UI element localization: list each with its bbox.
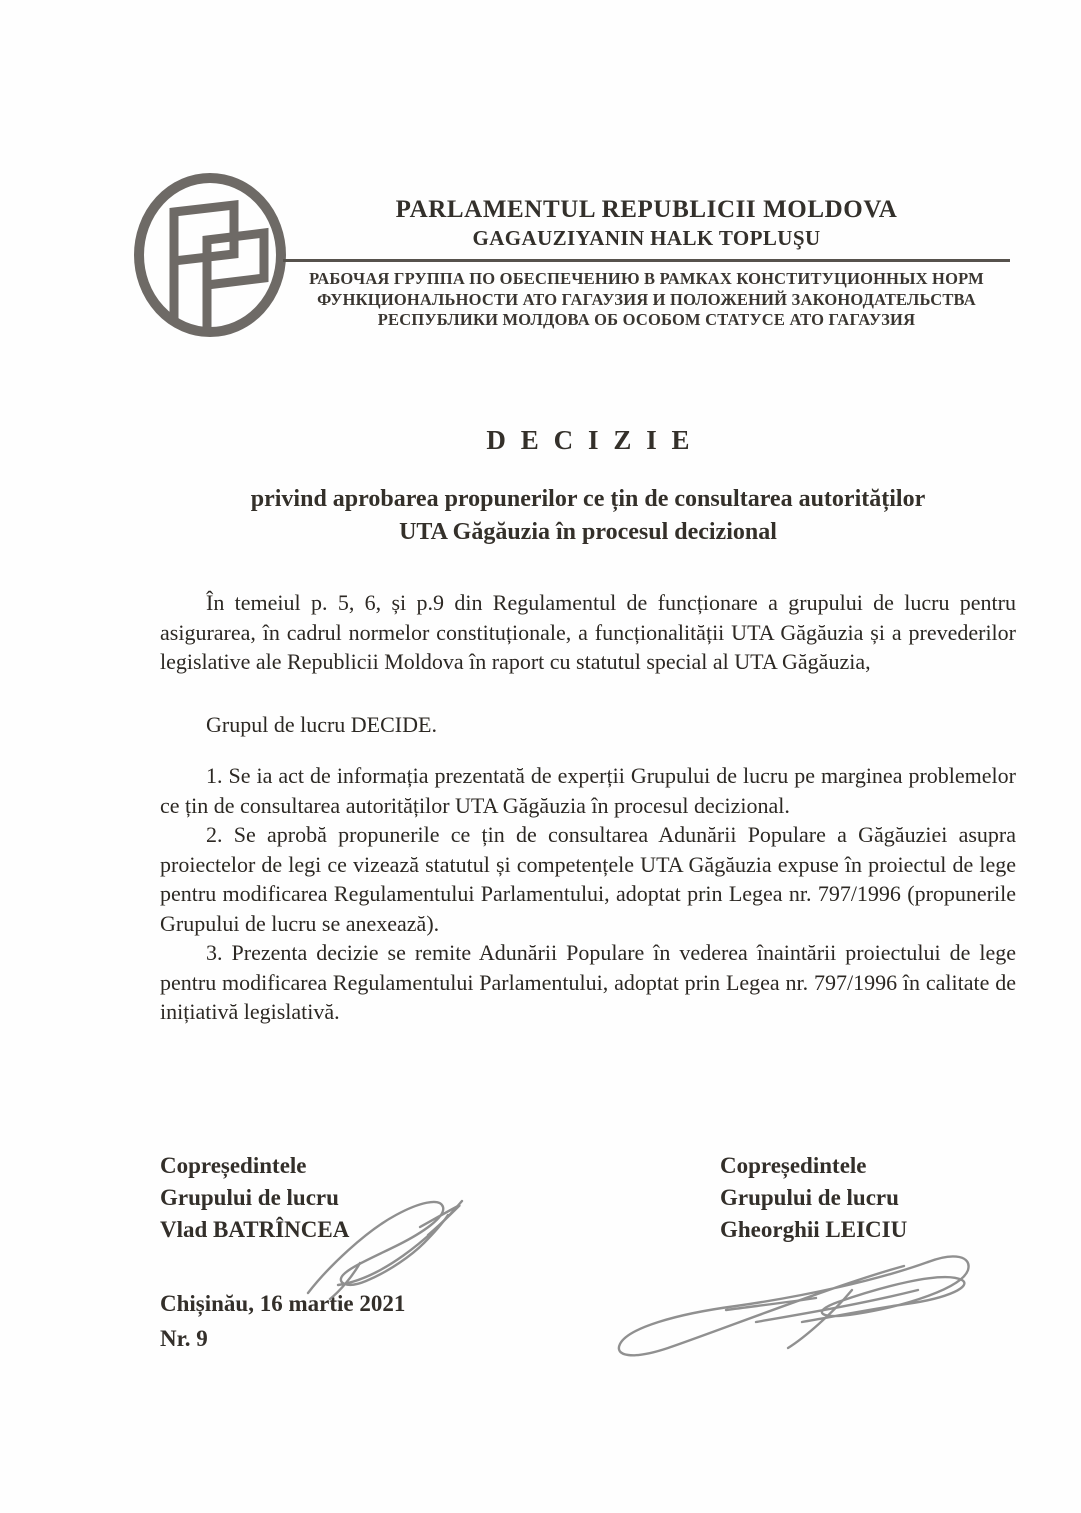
org-name-secondary: GAGAUZIYANIN HALK TOPLUŞU xyxy=(472,226,821,250)
handwritten-signature-right-icon xyxy=(606,1226,980,1362)
decision-item-3: 3. Prezenta decizie se remite Adunării Populare în vederea înaintării proiectului de lege pentru modificarea Regulamentului Parlamentului, adoptat prin Legea nr. 797/1996 în calitate de inițiativă legislativă. xyxy=(160,940,1016,1024)
signature-section xyxy=(160,1150,1016,1246)
signature-block-right xyxy=(720,1150,907,1246)
signatory-role-line-2: Grupului de lucru xyxy=(720,1185,899,1210)
workgroup-name-line-3: РЕСПУБЛИКИ МОЛДОВА ОБ ОСОБОМ СТАТУСЕ АТО ГАГАУЗИЯ xyxy=(377,310,916,329)
decision-title: DECIZIE xyxy=(486,425,705,455)
workgroup-name-line-2: ФУНКЦИОНАЛЬНОСТИ АТО ГАГАУЗИЯ И ПОЛОЖЕНИЙ ЗАКОНОДАТЕЛЬСТВА xyxy=(317,289,976,309)
signatory-name-right: Gheorghii LEICIU xyxy=(720,1217,908,1242)
document-body xyxy=(160,425,1016,1027)
document-footer xyxy=(160,1286,405,1356)
document-number: Nr. 9 xyxy=(160,1326,208,1351)
decision-subtitle: privind aprobarea propunerilor ce țin de consultarea autorităților UTA Găgăuzia în procesul decizional xyxy=(250,486,926,545)
header-divider xyxy=(283,259,1010,262)
document-header xyxy=(283,196,1010,331)
decision-item-1: 1. Se ia act de informația prezentată de experții Grupului de lucru pe marginea problemelor ce țin de consultarea autorităților UTA Găgăuzia în procesul decizional. xyxy=(160,763,1016,818)
decision-item-2: 2. Se aprobă propunerile ce țin de consultarea Adunării Populare a Găgăuziei asupra proiectelor de legi ce vizează statutul și competențele UTA Găgăuzia expuse în proiectul de lege pentru modificarea Regulamentului Parlamentului, adoptat prin Legea nr. 797/1996 (propunerile Grupului de lucru se anexează). xyxy=(160,822,1016,936)
parliament-emblem xyxy=(131,170,289,340)
signatory-role-line-2: Grupului de lucru xyxy=(160,1185,339,1210)
org-name-primary: PARLAMENTUL REPUBLICII MOLDOVA xyxy=(395,196,898,223)
workgroup-name-line-1: РАБОЧАЯ ГРУППА ПО ОБЕСПЕЧЕНИЮ В РАМКАХ КОНСТИТУЦИОННЫХ НОРМ xyxy=(309,269,984,288)
signatory-role-line-1: Copreședintele xyxy=(720,1153,867,1178)
decide-clause: Grupul de lucru DECIDE. xyxy=(206,711,437,737)
signatory-name-left: Vlad BATRÎNCEA xyxy=(160,1217,350,1242)
preamble-paragraph: În temeiul p. 5, 6, și p.9 din Regulamentul de funcționare a grupului de lucru pentru asigurarea, în cadrul normelor constituționale, a funcționalității UTA Găgăuzia și a prevederilor legislative ale Republicii Moldova în raport cu statutul special al UTA Găgăuzia, xyxy=(160,590,1016,674)
double-flag-emblem-icon xyxy=(131,170,289,340)
place-date-line: Chișinău, 16 martie 2021 xyxy=(160,1291,406,1316)
signatory-role-line-1: Copreședintele xyxy=(160,1153,307,1178)
